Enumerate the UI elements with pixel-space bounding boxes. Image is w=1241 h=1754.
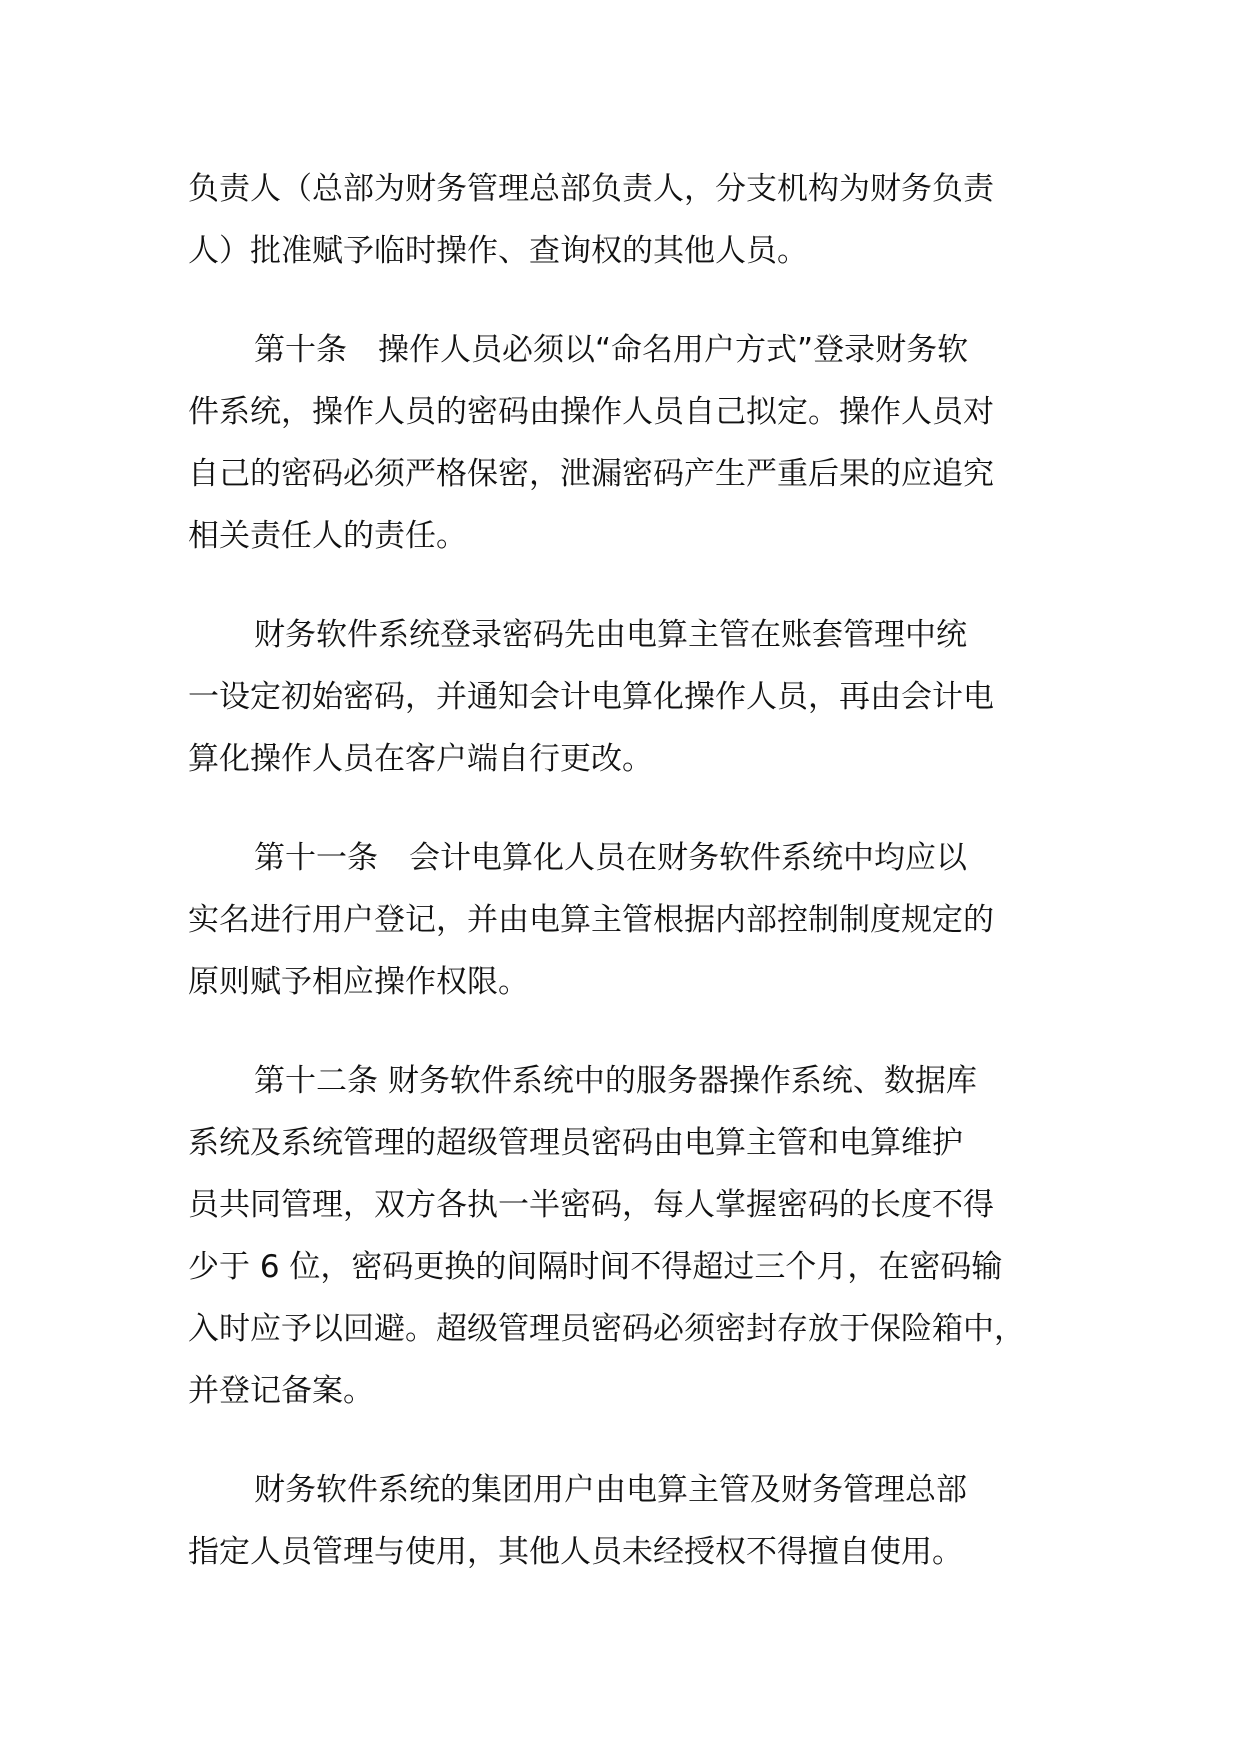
text-line: 第十二条 财务软件系统中的服务器操作系统、数据库 [254, 1063, 977, 1099]
article-11-paragraph [188, 827, 1068, 1013]
text-line: 财务软件系统的集团用户由电算主管及财务管理总部 [254, 1472, 967, 1508]
text-line: 件系统，操作人员的密码由操作人员自己拟定。操作人员对 [188, 394, 994, 430]
text-line: 第十条 操作人员必须以“命名用户方式”登录财务软 [254, 332, 969, 368]
paragraph-continuation [188, 158, 1068, 282]
text-line: 财务软件系统登录密码先由电算主管在账套管理中统 [254, 617, 967, 653]
text-line: 自己的密码必须严格保密，泄漏密码产生严重后果的应追究 [188, 456, 994, 492]
text-line: 原则赋予相应操作权限。 [188, 964, 529, 1000]
text-line: 入时应予以回避。超级管理员密码必须密封存放于保险箱中， [188, 1311, 1025, 1347]
text-line: 系统及系统管理的超级管理员密码由电算主管和电算维护 [188, 1125, 963, 1161]
group-user-paragraph [188, 1459, 1068, 1583]
document-body [188, 158, 1068, 1620]
article-10-paragraph [188, 319, 1068, 567]
text-line: 少于 6 位，密码更换的间隔时间不得超过三个月，在密码输 [188, 1249, 1003, 1285]
text-line: 相关责任人的责任。 [188, 518, 467, 554]
text-line: 指定人员管理与使用，其他人员未经授权不得擅自使用。 [188, 1534, 963, 1570]
text-line: 第十一条 会计电算化人员在财务软件系统中均应以 [254, 840, 967, 876]
text-line: 员共同管理，双方各执一半密码，每人掌握密码的长度不得 [188, 1187, 994, 1223]
text-line: 负责人（总部为财务管理总部负责人，分支机构为财务负责 [188, 171, 994, 207]
article-12-paragraph [188, 1050, 1068, 1422]
text-line: 一设定初始密码，并通知会计电算化操作人员，再由会计电 [188, 679, 994, 715]
text-line: 人）批准赋予临时操作、查询权的其他人员。 [188, 233, 808, 269]
text-line: 算化操作人员在客户端自行更改。 [188, 741, 653, 777]
text-line: 实名进行用户登记，并由电算主管根据内部控制制度规定的 [188, 902, 994, 938]
text-line: 并登记备案。 [188, 1373, 374, 1409]
login-password-paragraph [188, 604, 1068, 790]
